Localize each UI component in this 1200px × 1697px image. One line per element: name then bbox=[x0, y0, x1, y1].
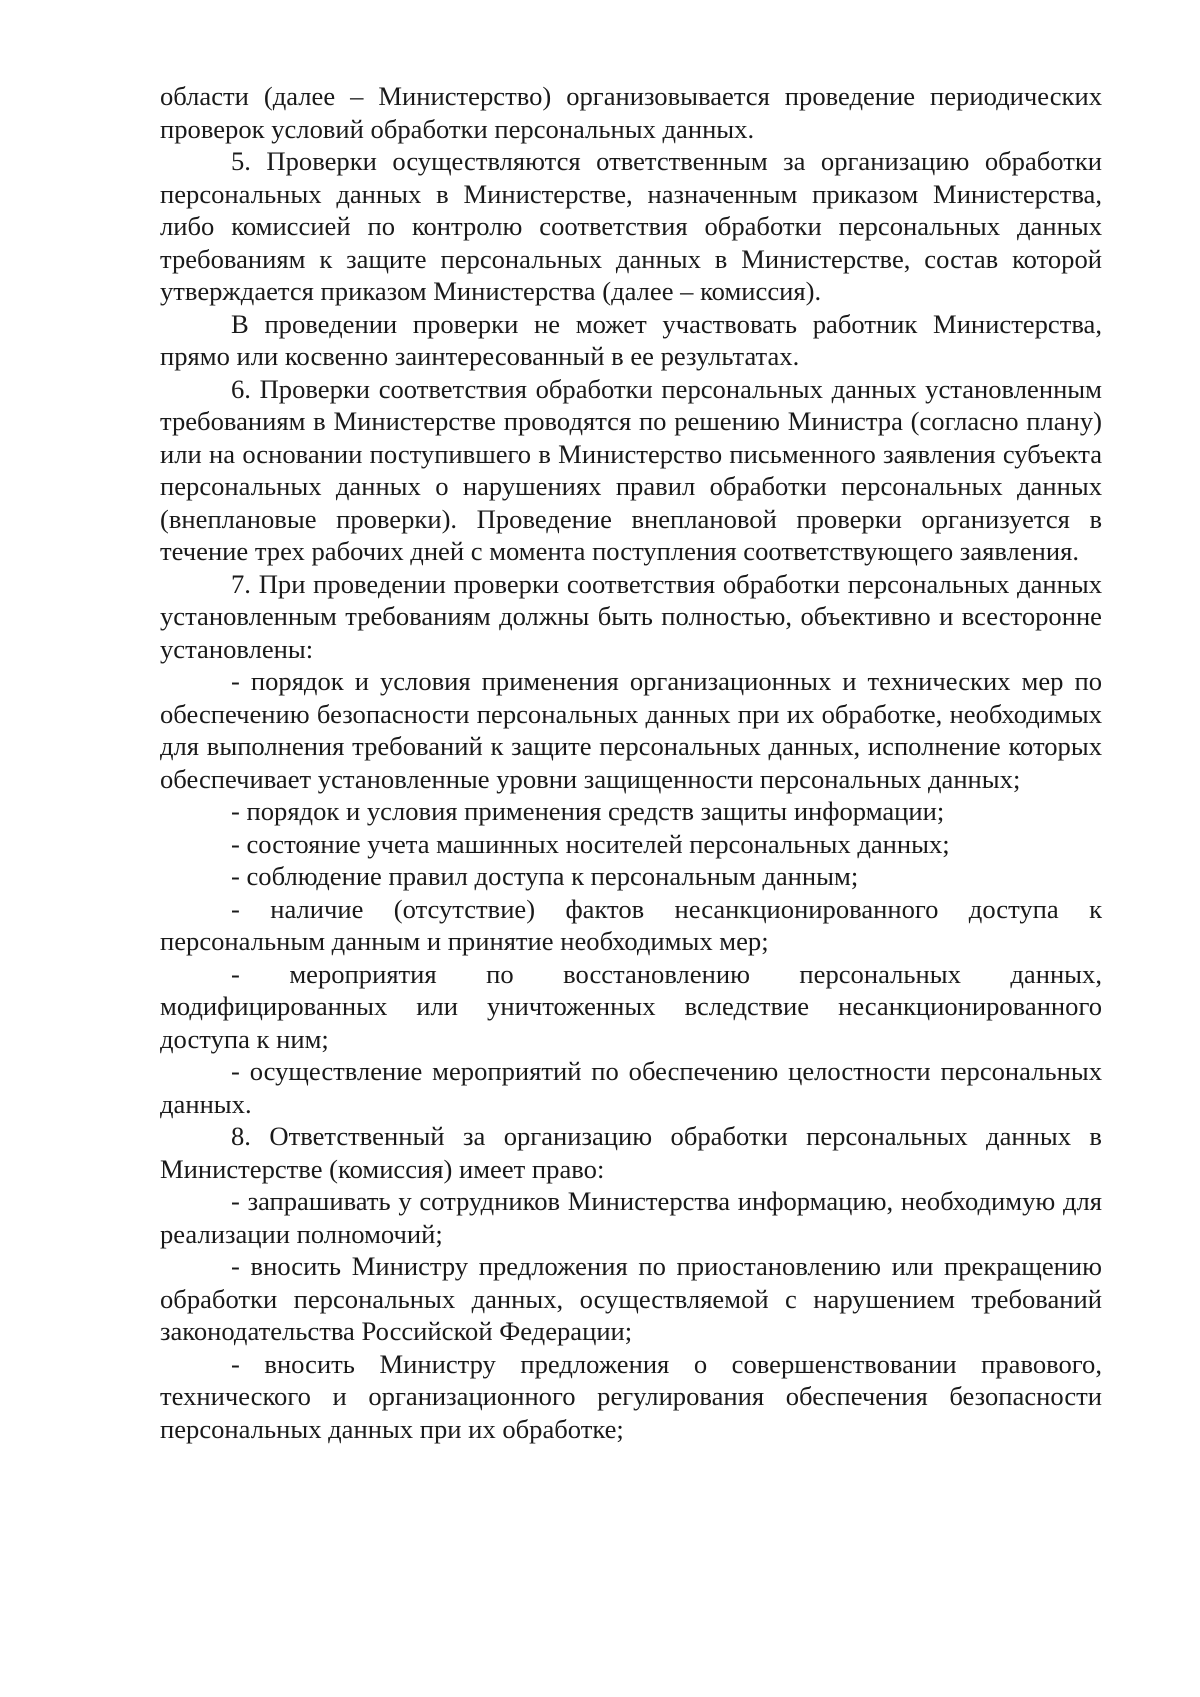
list-item: - вносить Министру предложения о совершенствовании правового, технического и организационного регулирования обеспечения безопасности персональных данных при их обработке; bbox=[160, 1348, 1102, 1444]
paragraph-item-6: 6. Проверки соответствия обработки персональных данных установленным требованиям в Министерстве проводятся по решению Министра (согласно плану) или на основании поступившего в Министерство письменного заявления субъекта персональных данных о нарушениях правил обработки персональных данных (внеплановые проверки). Проведение внеплановой проверки организуется в течение трех рабочих дней с момента поступления соответствующего заявления. bbox=[160, 373, 1102, 566]
list-item: - вносить Министру предложения по приостановлению или прекращению обработки персональных данных, осуществляемой с нарушением требований законодательства Российской Федерации; bbox=[160, 1251, 1102, 1346]
paragraph-item-7: 7. При проведении проверки соответствия обработки персональных данных установленным требованиям должны быть полностью, объективно и всесторонне установлены: bbox=[160, 568, 1102, 664]
paragraph-item-8: 8. Ответственный за организацию обработки персональных данных в Министерстве (комиссия) имеет право: bbox=[160, 1121, 1102, 1184]
list-item: - состояние учета машинных носителей персональных данных; bbox=[231, 828, 950, 859]
list-item: - порядок и условия применения организационных и технических мер по обеспечению безопасности персональных данных при их обработке, необходимых для выполнения требований к защите персональных данных, исполнение которых обеспечивает установленные уровни защищенности персональных данных; bbox=[160, 666, 1102, 794]
list-item: - осуществление мероприятий по обеспечению целостности персональных данных. bbox=[160, 1056, 1102, 1119]
list-item: - порядок и условия применения средств защиты информации; bbox=[231, 796, 945, 826]
list-item: - соблюдение правил доступа к персональным данным; bbox=[231, 861, 859, 891]
paragraph-conflict-of-interest: В проведении проверки не может участвовать работник Министерства, прямо или косвенно заинтересованный в ее результатах. bbox=[160, 308, 1102, 371]
paragraph-continuation: области (далее – Министерство) организовывается проведение периодических проверок условий обработки персональных данных. bbox=[160, 81, 1102, 144]
list-item: - мероприятия по восстановлению персональных данных, модифицированных или уничтоженных вследствие несанкционированного доступа к ним; bbox=[160, 958, 1102, 1054]
list-item: - запрашивать у сотрудников Министерства информацию, необходимую для реализации полномочий; bbox=[160, 1186, 1102, 1249]
paragraph-item-5: 5. Проверки осуществляются ответственным за организацию обработки персональных данных в Министерстве, назначенным приказом Министерства, либо комиссией по контролю соответствия обработки персональных данных требованиям к защите персональных данных в Министерстве, состав которой утверждается приказом Министерства (далее – комиссия). bbox=[160, 146, 1102, 306]
document-body bbox=[160, 80, 1102, 1445]
list-item: - наличие (отсутствие) фактов несанкционированного доступа к персональным данным и принятие необходимых мер; bbox=[160, 893, 1102, 956]
